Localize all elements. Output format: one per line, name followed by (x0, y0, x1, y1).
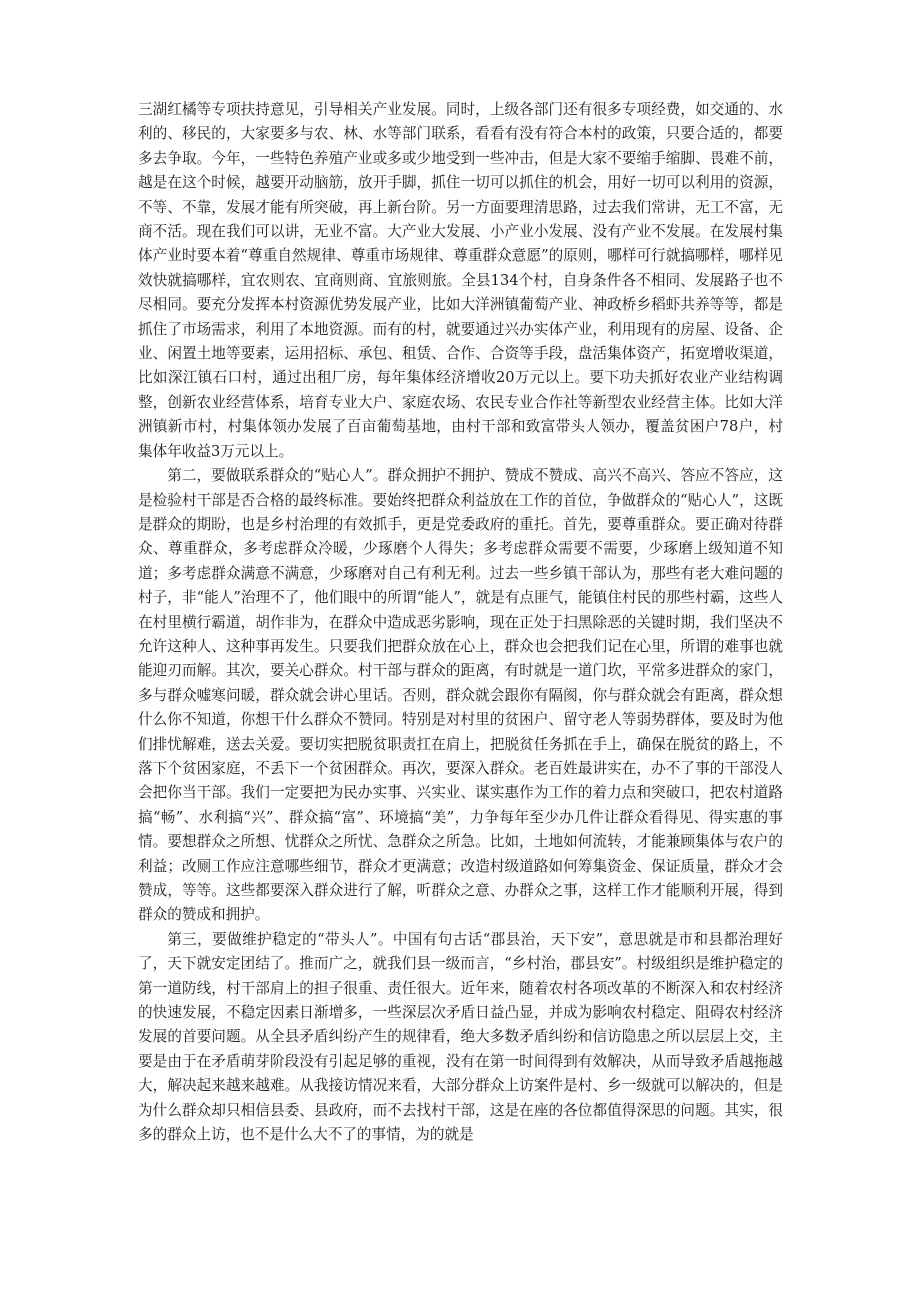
paragraph-maintain-stability: 第三，要做维护稳定的“带头人”。中国有句古话“郡县治，天下安”，意思就是市和县都治理好了，天下就安定团结了。推而广之，就我们县一级而言，“乡村治，郡县安”。村级组织是维护稳定的第一道防线，村干部肩上的担子很重、责任很大。近年来，随着农村各项改革的不断深入和农村经济的快速发展，不稳定因素日渐增多，一些深层次矛盾日益凸显，并成为影响农村稳定、阻碍农村经济发展的首要问题。从全县矛盾纠纷产生的规律看，绝大多数矛盾纠纷和信访隐患之所以层层上交，主要是由于在矛盾萌芽阶段没有引起足够的重视，没有在第一时间得到有效解决，从而导致矛盾越拖越大，解决起来越来越难。从我接访情况来看，大部分群众上访案件是村、乡一级就可以解决的，但是为什么群众却只相信县委、县政府，而不去找村干部，这是在座的各位都值得深思的问题。其实，很多的群众上访，也不是什么大不了的事情，为的就是 (138, 930, 783, 1144)
paragraph-contact-masses: 第二，要做联系群众的“贴心人”。群众拥护不拥护、赞成不赞成、高兴不高兴、答应不答应，这是检验村干部是否合格的最终标准。要始终把群众利益放在工作的首位，争做群众的“贴心人”，这既是群众的期盼，也是乡村治理的有效抓手，更是党委政府的重托。首先，要尊重群众。要正确对待群众、尊重群众，多考虑群众冷暖，少琢磨个人得失；多考虑群众需要不需要，少琢磨上级知道不知道；多考虑群众满意不满意，少琢磨对自己有利无利。过去一些乡镇干部认为，那些有老大难问题的村子，非“能人”治理不了，他们眼中的所谓“能人”，就是有点匪气，能镇住村民的那些村霸，这些人在村里横行霸道，胡作非为，在群众中造成恶劣影响，现在正处于扫黑除恶的关键时期，我们坚决不允许这种人、这种事再发生。只要我们把群众放在心上，群众也会把我们记在心里，所谓的难事也就能迎刃而解。其次，要关心群众。村干部与群众的距离，有时就是一道门坎，平常多进群众的家门，多与群众嘘寒问暖，群众就会讲心里话。否则，群众就会跟你有隔阂，你与群众就会有距离，群众想什么你不知道，你想干什么群众不赞同。特别是对村里的贫困户、留守老人等弱势群体，要及时为他们排忧解难，送去关爱。要切实把脱贫职责扛在肩上，把脱贫任务抓在手上，确保在脱贫的路上，不落下个贫困家庭，不丢下一个贫困群众。再次，要深入群众。老百姓最讲实在，办不了事的干部没人会把你当干部。我们一定要把为民办实事、兴实业、谋实惠作为工作的着力点和突破口，把农村道路搞“畅”、水利搞“兴”、群众搞“富”、环境搞“美”，力争每年至少办几件让群众看得见、得实惠的事情。要想群众之所想、忧群众之所忧、急群众之所急。比如，土地如何流转，才能兼顾集体与农户的利益；改厕工作应注意哪些细节，群众才更满意；改造村级道路如何筹集资金、保证质量，群众才会赞成，等等。这些都要深入群众进行了解，听群众之意、办群众之事，这样工作才能顺利开展，得到群众的赞成和拥护。 (138, 467, 783, 924)
paragraph-industry-development: 三湖红橘等专项扶持意见，引导相关产业发展。同时，上级各部门还有很多专项经费，如交通的、水利的、移民的，大家要多与农、林、水等部门联系，看看有没有符合本村的政策，只要合适的，都要多去争取。今年，一些特色养殖产业或多或少地受到一些冲击，但是大家不要缩手缩脚、畏难不前，越是在这个时候，越要开动脑筋，放开手脚，抓住一切可以抓住的机会，用好一切可以利用的资源，不等、不靠，发展才能有所突破，再上新台阶。另一方面要理清思路，过去我们常讲，无工不富，无商不活。现在我们可以讲，无业不富。大产业大发展、小产业小发展、没有产业不发展。在发展村集体产业时要本着“尊重自然规律、尊重市场规律、尊重群众意愿”的原则，哪样可行就搞哪样，哪样见效快就搞哪样，宜农则农、宜商则商、宜旅则旅。全县134个村，自身条件各不相同、发展路子也不尽相同。要充分发挥本村资源优势发展产业，比如大洋洲镇葡萄产业、神政桥乡稻虾共养等等，都是抓住了市场需求，利用了本地资源。而有的村，就要通过兴办实体产业，利用现有的房屋、设备、企业、闲置土地等要素，运用招标、承包、租赁、合作、合资等手段，盘活集体资产，拓宽增收渠道，比如深江镇石口村，通过出租厂房，每年集体经济增收20万元以上。要下功夫抓好农业产业结构调整，创新农业经营体系，培育专业大户、家庭农场、农民专业合作社等新型农业经营主体。比如大洋洲镇新市村，村集体领办发展了百亩葡萄基地，由村干部和致富带头人领办，覆盖贫困户78户，村集体年收益3万元以上。 (138, 101, 783, 460)
document-page (138, 98, 783, 1147)
